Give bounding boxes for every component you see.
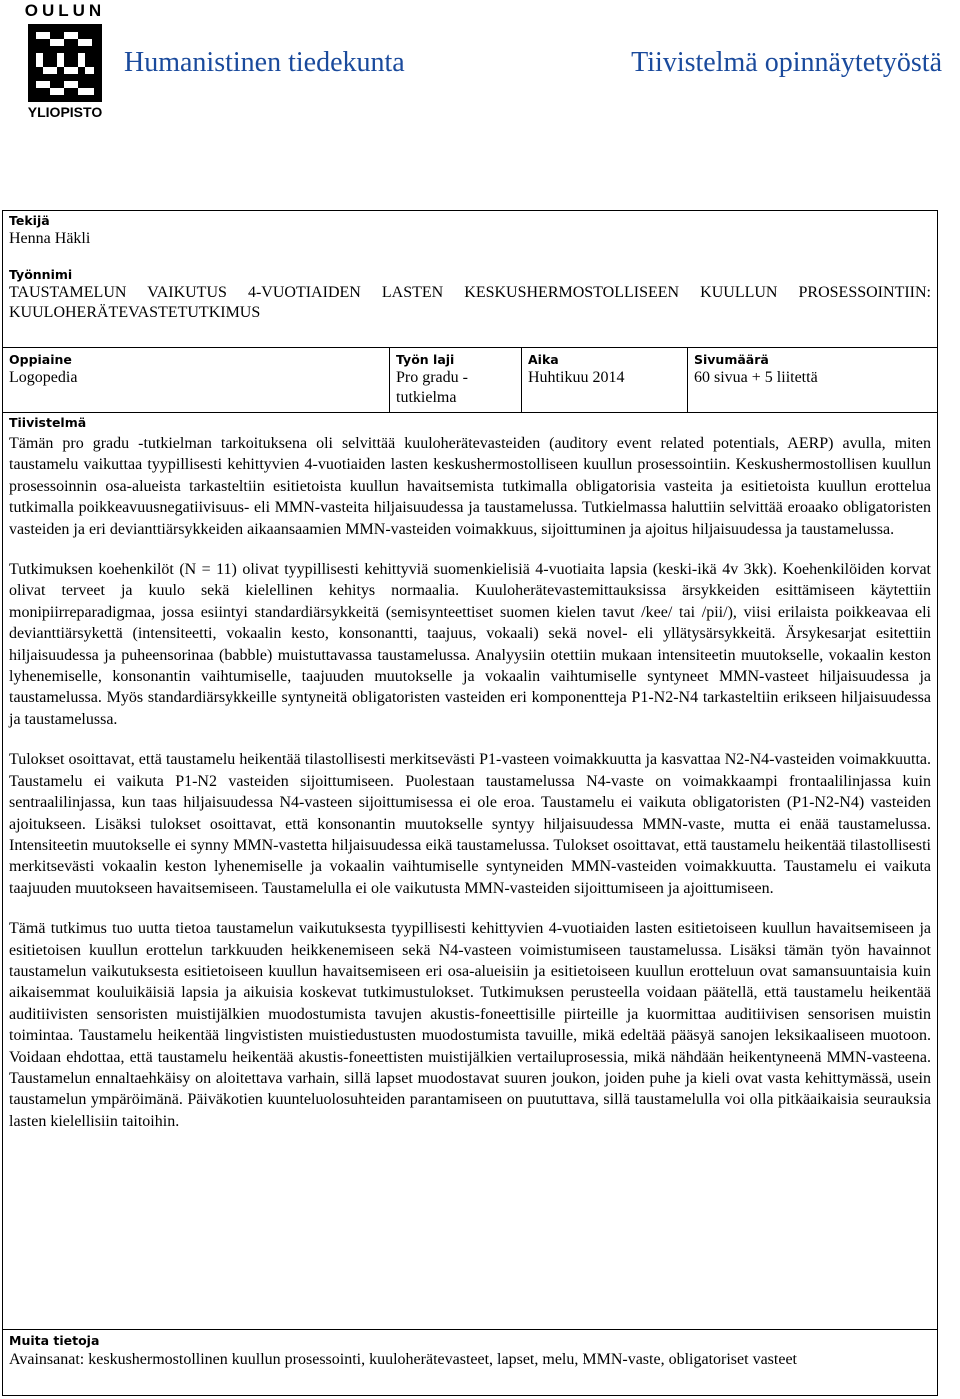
thesis-title-value: TAUSTAMELUN VAIKUTUS 4-VUOTIAIDEN LASTEN KESKUSHERMOSTOLLISEEN KUULLUN PROSESSOINTIIN: KUULOHERÄTEVASTETUTKIMUS [9, 284, 931, 321]
work-type-label: Työn laji [396, 352, 455, 367]
abstract-paragraph: Tulokset osoittavat, että taustamelu heikentää tilastollisesti merkitsevästi P1-vasteen voimakkuutta ja kasvattaa N2-N4-vasteiden voimakkuutta. Taustamelu ei vaikuta P1-N2 vasteiden sijoittumiseen. Puolestaan taustamelussa N4-vaste on voimakkaampi frontaalilinjassa kuin sentraalilinjassa, kun taas hiljaisuudessa N4-vasteen sijoittumisessa ei ole eroa. Taustamelu ei vaikuta obligatoristen (P1-N2-N4) vasteiden ajoitukseen. Lisäksi tulokset osoittavat, että konsonantin muutokselle syntyy hiljaisuudessa MMN-vaste, mutta ei enää taustamelussa. Intensiteetin muutokselle ei synny MMN-vastetta hiljaisuudessa eikä taustamelussa. Tulokset osoittavat, että taustamelu heikentää tilastollisesti merkitsevästi vokaalin keston lyhenemiselle ja vokaalin vaihtumiselle syntyneiden MMN-vasteiden voimakkuutta. Taustamelu ei vaikuta taajuuden muutokseen havaitsemiseen. Taustamelulla ei ole vaikutusta MMN-vasteiden sijoittumiseen ja ajoittumiseen. [9, 751, 931, 897]
logo-emblem-icon [28, 24, 102, 102]
pages-value: 60 sivua + 5 liitettä [694, 369, 818, 386]
university-logo [22, 2, 108, 124]
abstract-paragraph: Tutkimuksen koehenkilöt (N = 11) olivat tyypillisesti kehittyviä suomenkielisiä 4-vuotiaita lapsia (keski-ikä 4v 3kk). Koehenkilöiden korvat olivat terveet ja kuulo sekä kielellinen kehitys normaalia. Kuuloherätevastemittauksissa ärsykkeiden esittämiseen käytettiin monipiirreparadigmaa, jossa esiintyi standardiärsykkeitä (semisynteettiset suomen kielen tavut /kee/ tai /pii/), viisi erilaista poikkeavaa eli devianttiärsykettä (intensiteetti, vokaalin kesto, konsonantti, taajuus, vokaali) sekä novel- eli yllätysärsykkeitä. Ärsykesarjat esitettiin hiljaisuudessa ja puheensorinaa (babble) muistuttavassa taustamelussa. Analyysiin otettiin mukaan intensiteetin muutokselle, vokaalin keston lyhenemiselle, konsonantin vaihtumiselle, taajuuden muutokselle ja vokaalin vaihtumiselle syntyneet MMN-vasteet hiljaisuudessa ja taustamelussa. Myös standardiärsykkeille syntyneitä obligatoristen vasteiden eri komponentteja P1-N2-N4 tarkasteltiin erikseen hiljaisuudessa ja taustamelussa. [9, 561, 931, 728]
other-info-label: Muita tietoja [9, 1333, 100, 1348]
date-cell [521, 348, 687, 412]
subject-cell [3, 348, 389, 412]
abstract-section [3, 413, 937, 1132]
subject-value: Logopedia [9, 369, 78, 386]
logo-bottom-text: YLIOPISTO [27, 104, 103, 120]
date-value: Huhtikuu 2014 [528, 369, 625, 386]
keywords-text: Avainsanat: keskushermostollinen kuullun prosessointi, kuuloherätevasteet, lapset, melu, MMN-vaste, obligatoriset vasteet [9, 1351, 797, 1368]
abstract-paragraph: Tämä tutkimus tuo uutta tietoa taustamelun vaikutuksesta tyypillisesti kehittyvien 4-vuotiaiden lasten esitietoiseen kuullun havaitsemiseen ja esitietoisen kuullun erottelun tarkkuuden heikkenemiseen sekä N4-vasteen voimistumiseen taustamelussa. Lisäksi tämän työn havainnot taustamelun vaikutuksesta esitietoiseen kuullun havaitsemiseen eri osa-alueisiin ja esitietoiseen kuullun erotteluun ovat samansuuntaisia kuin aikaisemmat kouluikäisiä lapsia ja aikuisia koskevat tutkimustulokset. Tutkimuksen perusteella voidaan päätellä, että taustamelu heikentää auditiivisten sensoristen muistijälkien muodostumista tavujen akustis-foneettisille piirteille ja kuormittaa auditiivisen sensorisen muistin toimintaa. Taustamelu heikentää lingvististen muistiedustusten muodostumista tavuille, mikä edeltää pääsyä sanojen leksikaaliseen muotoon. Voidaan ehdottaa, että taustamelu heikentää akustis-foneettisten muistijälkien vertailuprosessia, mikä nähdään heikentyneenä MMN-vasteena. Taustamelun ennaltaehkäisy on aloitettava varhain, sillä lapset muodostavat suuren joukon, joiden puhe ja kieli ovat vasta kehittymässä, usein taustamelun ympäröimänä. Päiväkotien kuunteluolosuhteiden parantamiseen on puututtava, sillä taustamelulla voi olla pitkäaikaisia seurauksia lasten kielellisiin taitoihin. [9, 920, 931, 1130]
author-section [3, 213, 937, 249]
subject-label: Oppiaine [9, 352, 72, 367]
faculty-name: Humanistinen tiedekunta [124, 47, 405, 78]
info-table [3, 347, 937, 413]
thesis-title-section [3, 267, 937, 323]
date-label: Aika [528, 352, 559, 367]
abstract-label: Tiivistelmä [9, 415, 87, 430]
abstract-paragraph: Tämän pro gradu -tutkielman tarkoituksena oli selvittää kuuloherätevasteiden (auditory event related potentials, AERP) avulla, miten taustamelu vaikuttaa tyypillisesti kehittyvien 4-vuotiaiden lasten keskushermostolliseen kuullun prosessointiin. Keskushermostollisen kuullun prosessoinnin osa-alueista tarkasteltiin esitietoista kuullun havaitsemista tutkimalla obligatorisia vasteita ja esitietoista kuullun erottelua tutkimalla poikkeavuusnegatiivisuus- eli MMN-vasteita hiljaisuudessa ja taustamelussa. Tutkielmassa haluttiin selvittää eroaako obligatoristen vasteiden ja eri devianttiärsykkeiden aikaansaamien MMN-vasteiden voimakkuus, sijoittuminen ja ajoitus hiljaisuudessa ja taustamelussa. [9, 435, 931, 538]
other-info-section [3, 1329, 937, 1395]
logo-top-text: OULUN [24, 1, 106, 20]
work-type-value: Pro gradu -tutkielma [396, 369, 468, 406]
pages-cell [687, 348, 937, 412]
page-header [0, 0, 960, 130]
author-value: Henna Häkli [9, 230, 91, 247]
author-label: Tekijä [9, 213, 50, 228]
thesis-title-label: Työnnimi [9, 267, 73, 282]
document-title: Tiivistelmä opinnäytetyöstä [631, 47, 942, 78]
pages-label: Sivumäärä [694, 352, 769, 367]
work-type-cell [389, 348, 521, 412]
abstract-form [2, 210, 938, 1396]
